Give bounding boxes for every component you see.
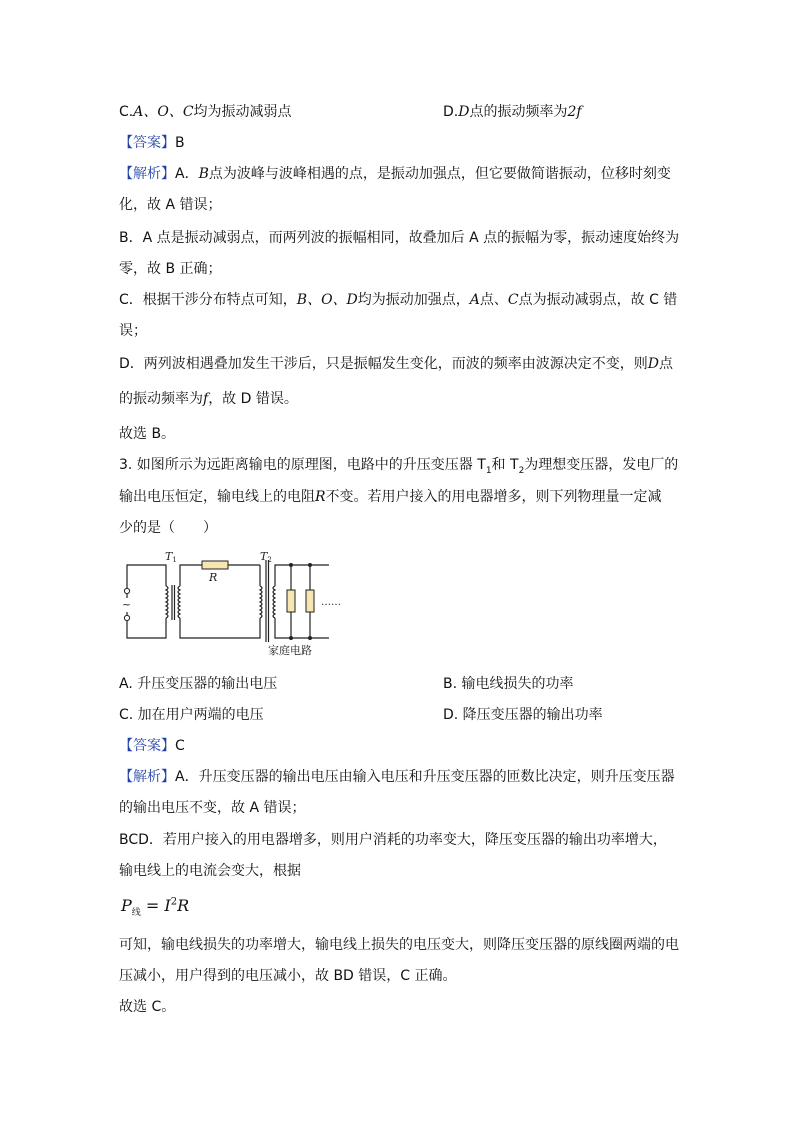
q3-option-d: D. 降压变压器的输出功率 xyxy=(443,707,603,723)
q3-stem-line1: 3. 如图所示为远距离输电的原理图，电路中的升压变压器 $T_1$和 $T_2$为理想变压器，发电厂的 xyxy=(119,457,679,476)
q3-stem-line3: 少的是（ ） xyxy=(119,520,217,536)
option-c-prev: C.A、O、C均为振动减弱点 xyxy=(119,104,292,120)
analysis-prev-b-line2: 零，故 B 正确； xyxy=(119,261,222,277)
analysis-prev-d-line2: 的振动频率为f，故 D 错误。 xyxy=(119,391,298,407)
power-loss-equation: $P_线 = I^2R$ xyxy=(121,896,190,919)
r-label: R xyxy=(209,571,218,584)
circuit-diagram xyxy=(110,548,350,660)
q3-option-a: A. 升压变压器的输出电压 xyxy=(119,676,278,692)
answer-prev: 【答案】B xyxy=(119,135,185,151)
dots-label: …… xyxy=(321,597,341,608)
analysis-prev-b-line1: B．A 点是振动减弱点，而两列波的振幅相同，故叠加后 A 点的振幅为零，振动速度始终为 xyxy=(119,230,680,246)
t2-label: T2 xyxy=(260,550,272,564)
q3-analysis-bcd-line1: BCD．若用户接入的用电器增多，则用户消耗的功率变大，降压变压器的输出功率增大， xyxy=(119,832,667,848)
option-d-prev: D.D点的振动频率为2f xyxy=(443,104,582,120)
ac-symbol: ~ xyxy=(122,598,132,611)
q3-analysis-a-line1: 【解析】A．升压变压器的输出电压由输入电压和升压变压器的匝数比决定，则升压变压器 xyxy=(119,769,675,785)
q3-analysis-a-line2: 的输出电压不变，故 A 错误； xyxy=(119,800,306,816)
analysis-prev-a-line1: 【解析】A．B点为波峰与波峰相遇的点，是振动加强点，但它要做简谐振动，位移时刻变 xyxy=(119,166,671,182)
analysis-prev-c-line2: 误； xyxy=(119,323,147,339)
circuit-caption: 家庭电路 xyxy=(268,644,312,657)
q3-analysis-bcd-line2: 输电线上的电流会变大，根据 xyxy=(119,863,301,879)
q3-option-b: B. 输电线损失的功率 xyxy=(443,676,574,692)
q3-answer: 【答案】C xyxy=(119,738,185,754)
q3-stem-line2: 输出电压恒定，输电线上的电阻R不变。若用户接入的用电器增多，则下列物理量一定减 xyxy=(119,489,662,505)
t1-label: T1 xyxy=(165,550,177,564)
choose-prev: 故选 B。 xyxy=(119,426,176,442)
analysis-prev-a-line2: 化，故 A 错误； xyxy=(119,197,222,213)
q3-conclusion-line1: 可知，输电线损失的功率增大，输电线上损失的电压变大，则降压变压器的原线圈两端的电 xyxy=(119,937,679,953)
analysis-prev-d-line1: D．两列波相遇叠加发生干涉后，只是振幅发生变化，而波的频率由波源决定不变，则D点 xyxy=(119,356,674,372)
q3-choose: 故选 C。 xyxy=(119,999,176,1015)
q3-option-c: C. 加在用户两端的电压 xyxy=(119,707,264,723)
q3-conclusion-line2: 压减小，用户得到的电压减小，故 BD 错误，C 正确。 xyxy=(119,968,457,984)
analysis-prev-c-line1: C．根据干涉分布特点可知，B、O、D均为振动加强点，A点、C点为振动减弱点，故 C 错 xyxy=(119,292,678,308)
